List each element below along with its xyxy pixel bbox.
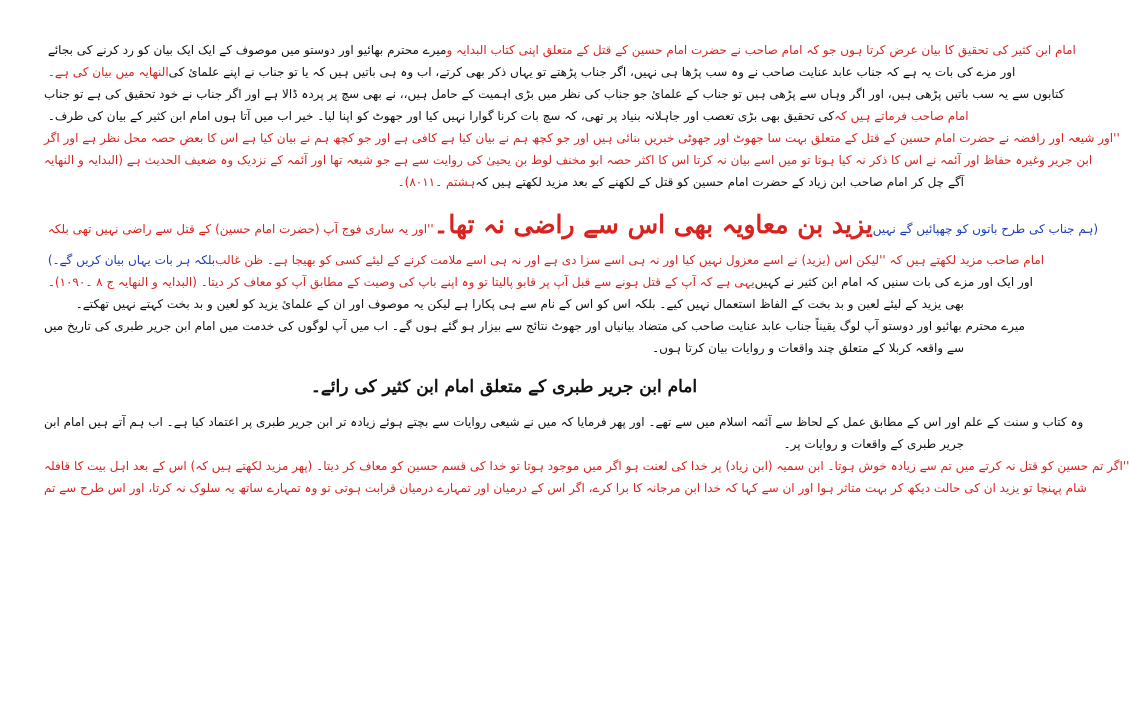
text-line	[44, 338, 964, 358]
text-segment: میرے محترم بھائیو اور دوستو میں موصوف کے ایک ایک بیان کو رد کرنے کی بجائے	[44, 43, 447, 57]
text-line	[44, 106, 969, 126]
urdu-document-page	[44, 40, 1129, 680]
text-segment: سے واقعہ کربلا کے متعلق چند واقعات و روایات بیان کرتا ہوں۔	[652, 341, 964, 355]
text-line	[44, 272, 1033, 292]
text-segment: اور مزے کی بات یہ ہے کہ جناب عابد عنایت صاحب نے وہ سب پڑھا ہی نہیں، اگر جناب پڑھتے تو یہاں ذکر بھی کرتے، اب وہ ہی باتیں ہیں کہ یا تو جناب نے اپنے علمائ کی	[168, 65, 1016, 79]
text-segment: میرے محترم بھائیو اور دوستو آپ لوگ یقیناً جناب عابد عنایت صاحب کی متضاد بیانیاں اور جھوٹ نتائج سے بیزار ہو گئے ہوں گے۔ اب میں آپ لوگوں کی خدمت میں امام ابن جریر طبری کی تاریخ میں	[44, 319, 1025, 333]
text-line	[44, 62, 1016, 82]
text-line	[44, 434, 964, 454]
text-segment: امام ابن کثیر کی تحقیق کا بیان عرض کرتا ہوں جو کہ امام صاحب نے حضرت امام حسین کے قتل کے متعلق اپنی کتاب البدایہ و	[446, 43, 1076, 57]
section-heading: امام ابن جریر طبری کے متعلق امام ابن کثیر کی رائے۔	[310, 377, 698, 397]
text-segment: امام صاحب فرماتے ہیں کہ	[834, 109, 969, 123]
text-segment: ''اور شیعہ اور رافضہ نے حضرت امام حسین کے قتل کے متعلق بہت سا جھوٹ اور جھوٹی خبریں بنائی ہیں اور جو کچھ ہم نے بیان کیا ہے کافی ہے اور جو کچھ ہم نے بیان کیا ہے اس کا بعض حصہ محل نظر ہے اور اگر	[44, 131, 1120, 145]
text-segment: ''اور یہ ساری فوج آپ (حضرت امام حسین) کے قتل سے راضی نہیں تھی بلکہ	[44, 222, 434, 236]
text-segment: وہ کتاب و سنت کے علم اور اس کے مطابق عمل کے لحاظ سے آئمہ اسلام میں سے تھے۔ اور پھر فرمایا کہ میں نے شیعی روایات سے بچتے ہوئے زیادہ تر ابن جریر طبری پر اعتماد کیا ہے۔ اب ہم آتے ہیں امام ابن	[44, 415, 1084, 429]
text-segment: یہی ہے کہ آپ کے قتل ہونے سے قبل آپ پر قابو پالیتا تو وہ اپنے باپ کی وصیت کے مطابق آپ کو معاف کر دیتا۔ (البدایہ و النھایہ ج ۸ ۔۱۰۹۰)۔	[44, 275, 755, 289]
text-line	[44, 128, 1120, 148]
text-segment: جریر طبری کے واقعات و روایات پر۔	[783, 437, 964, 451]
text-line	[44, 456, 1129, 476]
text-line	[44, 40, 1076, 60]
text-segment: النھایہ میں بیان کی ہے۔	[44, 65, 169, 79]
text-line	[44, 316, 1025, 336]
text-segment: ''اگر تم حسین کو قتل نہ کرتے میں تم سے زیادہ خوش ہوتا۔ ابن سمیہ (ابن زیاد) پر خدا کی لعنت ہو اگر میں موجود ہوتا تو خدا کی قسم حسین کو معاف کر دیتا۔ (پھر مزید لکھتے ہیں کہ) اس کے بعد اہل بیت کا قافلہ	[44, 459, 1129, 473]
text-segment: آگے چل کر امام صاحب ابن زیاد کے حضرت امام حسین کو قتل کے لکھنے کے بعد مزید لکھتے ہیں کہ	[475, 175, 964, 189]
text-segment: کی تحقیق بھی بڑی تعصب اور جاہلانہ بنیاد پر تھی، کہ سچ بات کرنا گوارا نہیں کیا اور جھوٹ کو اپنا لیا۔ خیر اب میں آتا ہوں امام ابن کثیر کے بیان کی طرف۔	[44, 109, 835, 123]
text-line	[44, 150, 1093, 170]
text-segment: بھی یزید کے لیئے لعین و بد بخت کے الفاظ استعمال نہیں کیے۔ بلکہ اس کو اس کے نام سے ہی پکارا ہے لیکن یہ موصوف اور ان کے علمائ یزید کو لعین و بد بخت کہتے نہیں تھکتے۔	[75, 297, 964, 311]
text-line	[44, 478, 1087, 498]
text-line	[44, 250, 1045, 270]
text-segment: اور ایک اور مزے کی بات سنیں کہ امام ابن کثیر نے کہیں	[754, 275, 1033, 289]
text-line	[44, 412, 1084, 432]
text-segment: امام صاحب مزید لکھتے ہیں کہ ''لیکن اس (یزید) نے اسے معزول نہیں کیا اور نہ ہی اسے سزا دی ہے اور نہ ہی اسے ملامت کرنے کے لیئے کسی کو بھیجا ہے۔ ظن غالب	[215, 253, 1045, 267]
text-line	[44, 172, 964, 192]
text-line-with-emphasis	[44, 208, 1102, 242]
text-line	[44, 84, 1065, 104]
text-segment: (ہم جناب کی طرح باتوں کو چھپائیں گے نہیں	[872, 222, 1102, 236]
text-segment: کتابوں سے یہ سب باتیں پڑھی ہیں، اور اگر وہاں سے پڑھی ہیں تو جناب کے علمائ جو جناب کی نظر میں بڑی اہمیت کے حامل ہیں،، نے بھی سچ پر پردہ ڈالا ہے اور اگر جناب نے خود تحقیق کی ہے تو جناب	[44, 87, 1065, 101]
text-segment: بلکہ ہر بات یہاں بیان کریں گے۔)	[44, 253, 216, 267]
text-segment: ہشتم ۔۸۰۱۱)۔	[393, 175, 476, 189]
text-segment: ابن جریر وغیرہ حفاظ اور آئمہ نے اس کا ذکر نہ کیا ہوتا تو میں اسے بیان نہ کرتا اس کا اکثر حصہ ابو مخنف لوط بن یحییٰ کی روایت سے ہے جو شیعہ تھا اور آئمہ کے نزدیک وہ ضعیف الحدیث ہے (البدایہ و النھایہ	[44, 153, 1093, 167]
emphasized-statement: یزید بن معاویہ بھی اس سے راضی نہ تھا۔	[433, 210, 873, 239]
text-segment: شام پہنچا تو یزید ان کی حالت دیکھ کر بہت متاثر ہوا اور ان سے کہا کہ خدا ابن مرجانہ کا برا کرے، اگر اس کے درمیان اور تمہارے درمیان قرابت ہوتی تو وہ تمہارے ساتھ یہ سلوک نہ کرتا، اور اس طرح سے تم	[44, 481, 1087, 495]
text-line	[44, 294, 964, 314]
